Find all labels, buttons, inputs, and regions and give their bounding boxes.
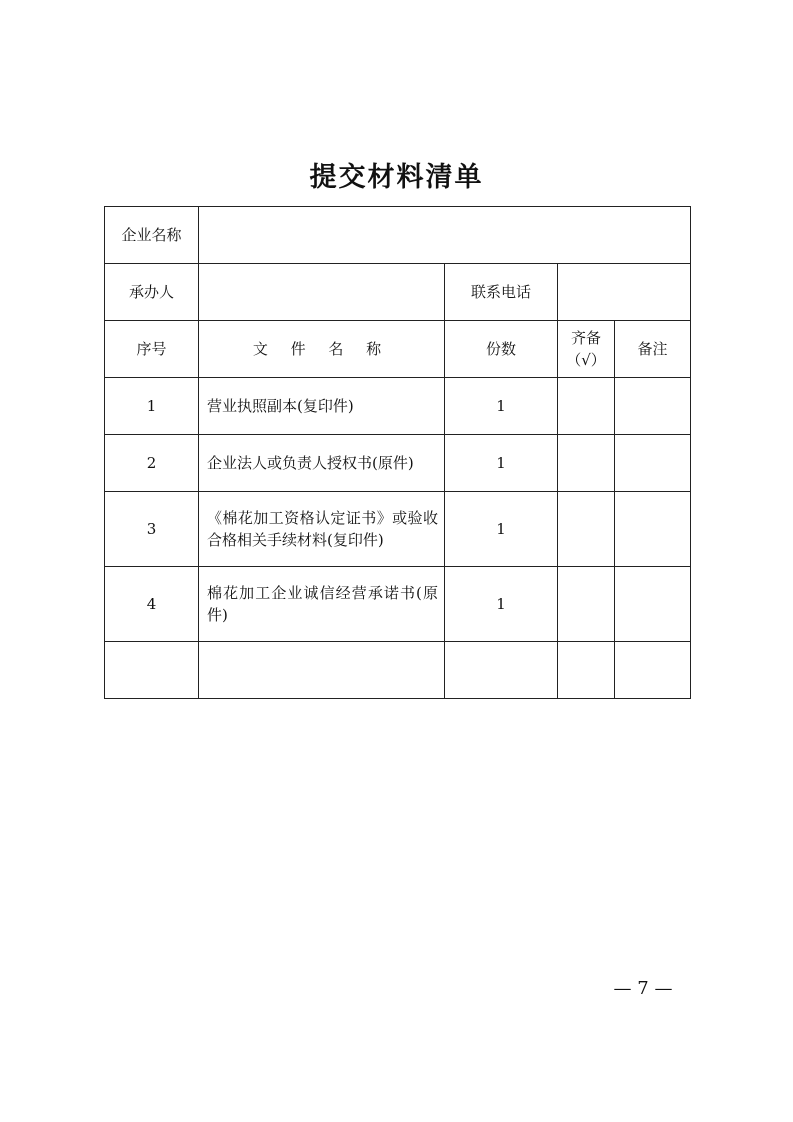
row-complete-cell[interactable] — [558, 642, 615, 699]
column-header-doc-name — [199, 321, 445, 378]
company-row — [105, 207, 691, 264]
table-row — [105, 378, 691, 435]
table-row — [105, 435, 691, 492]
row-complete-cell[interactable] — [558, 492, 615, 567]
column-header-copies: 份数 — [445, 321, 558, 378]
page-number: — 7 — — [613, 978, 673, 999]
column-header-complete-line2: （√） — [566, 351, 606, 369]
row-remark-cell[interactable] — [615, 378, 691, 435]
column-header-remark: 备注 — [615, 321, 691, 378]
row-doc-name-text: 《棉花加工资格认定证书》或验收合格相关手续材料(复印件) — [207, 509, 438, 549]
row-remark-cell[interactable] — [615, 492, 691, 567]
table-row — [105, 492, 691, 567]
materials-table — [104, 206, 691, 699]
row-seq[interactable] — [105, 642, 199, 699]
row-seq: 2 — [105, 435, 199, 492]
row-doc-name — [199, 567, 445, 642]
row-doc-name — [199, 435, 445, 492]
row-complete-cell[interactable] — [558, 378, 615, 435]
row-seq: 4 — [105, 567, 199, 642]
row-seq: 3 — [105, 492, 199, 567]
row-remark-cell[interactable] — [615, 567, 691, 642]
row-doc-name — [199, 378, 445, 435]
row-complete-cell[interactable] — [558, 435, 615, 492]
column-header-doc-name-label: 文 件 名 称 — [252, 340, 391, 358]
row-copies: 1 — [445, 378, 558, 435]
row-doc-name-text: 企业法人或负责人授权书(原件) — [207, 454, 414, 472]
row-copies: 1 — [445, 492, 558, 567]
row-doc-name-text: 棉花加工企业诚信经营承诺书(原件) — [207, 584, 438, 624]
handler-row — [105, 264, 691, 321]
row-seq: 1 — [105, 378, 199, 435]
column-header-complete-line1: 齐备 — [570, 329, 601, 347]
column-header-row — [105, 321, 691, 378]
row-copies: 1 — [445, 567, 558, 642]
column-header-seq: 序号 — [105, 321, 199, 378]
phone-field[interactable] — [558, 264, 691, 321]
page-title: 提交材料清单 — [309, 162, 484, 193]
row-doc-name[interactable] — [199, 642, 445, 699]
row-complete-cell[interactable] — [558, 567, 615, 642]
handler-field[interactable] — [199, 264, 445, 321]
company-label: 企业名称 — [105, 207, 199, 264]
company-field[interactable] — [199, 207, 691, 264]
row-doc-name — [199, 492, 445, 567]
column-header-complete — [558, 321, 615, 378]
table-row — [105, 642, 691, 699]
row-remark-cell[interactable] — [615, 435, 691, 492]
row-remark-cell[interactable] — [615, 642, 691, 699]
row-copies: 1 — [445, 435, 558, 492]
phone-label: 联系电话 — [445, 264, 558, 321]
row-copies[interactable] — [445, 642, 558, 699]
row-doc-name-text: 营业执照副本(复印件) — [207, 397, 354, 415]
handler-label: 承办人 — [105, 264, 199, 321]
table-row — [105, 567, 691, 642]
